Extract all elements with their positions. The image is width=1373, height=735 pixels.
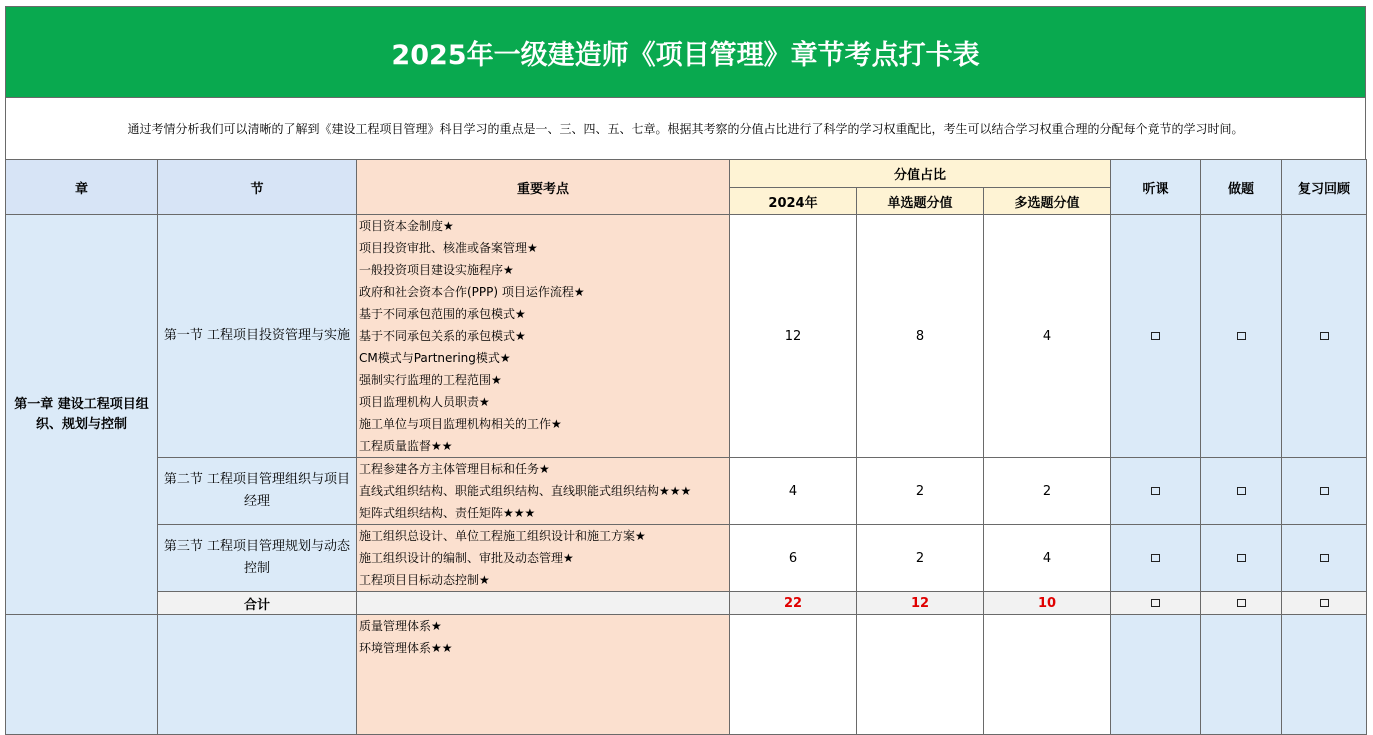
key-point: 基于不同承包范围的承包模式★ [359, 307, 526, 321]
header-single-choice: 单选题分值 [857, 188, 984, 215]
header-listen: 听课 [1111, 160, 1201, 215]
checkbox-icon[interactable] [1320, 332, 1329, 340]
key-points-cell [357, 525, 730, 592]
review-cell[interactable] [1282, 458, 1367, 525]
score-single: 2 [857, 525, 984, 592]
checkbox-icon[interactable] [1237, 554, 1246, 562]
checkbox-icon[interactable] [1320, 554, 1329, 562]
listen-cell[interactable] [1111, 592, 1201, 615]
header-practice: 做题 [1201, 160, 1282, 215]
section-cell: 第三节 工程项目管理规划与动态控制 [158, 525, 357, 592]
section-cell: 第一节 工程项目投资管理与实施 [158, 215, 357, 458]
key-point: 施工组织总设计、单位工程施工组织设计和施工方案★ [359, 529, 646, 543]
checkbox-icon[interactable] [1151, 487, 1160, 495]
total-label: 合计 [158, 592, 357, 615]
practice-cell[interactable] [1201, 592, 1282, 615]
key-points-cell [357, 458, 730, 525]
key-point: 项目投资审批、核准或备案管理★ [359, 241, 538, 255]
key-point: 环境管理体系★★ [359, 641, 453, 655]
section-cell [158, 615, 357, 735]
total-multi: 10 [984, 592, 1111, 615]
checkbox-icon[interactable] [1237, 599, 1246, 607]
header-chapter: 章 [6, 160, 158, 215]
checkbox-icon[interactable] [1151, 332, 1160, 340]
listen-cell[interactable] [1111, 215, 1201, 458]
checkbox-icon[interactable] [1151, 554, 1160, 562]
checkbox-icon[interactable] [1237, 332, 1246, 340]
practice-cell[interactable] [1201, 615, 1282, 735]
key-point: 项目监理机构人员职责★ [359, 395, 490, 409]
score-single: 2 [857, 458, 984, 525]
score-single: 8 [857, 215, 984, 458]
score-2024: 4 [730, 458, 857, 525]
score-2024: 6 [730, 525, 857, 592]
checkbox-icon[interactable] [1237, 487, 1246, 495]
total-2024: 22 [730, 592, 857, 615]
total-single: 12 [857, 592, 984, 615]
chapter-cell [6, 615, 158, 735]
score-multi: 4 [984, 215, 1111, 458]
key-point: 一般投资项目建设实施程序★ [359, 263, 514, 277]
section-cell: 第二节 工程项目管理组织与项目经理 [158, 458, 357, 525]
key-point: 工程质量监督★★ [359, 439, 453, 453]
key-point: 直线式组织结构、职能式组织结构、直线职能式组织结构★★★ [359, 484, 692, 498]
header-section: 节 [158, 160, 357, 215]
listen-cell[interactable] [1111, 525, 1201, 592]
review-cell[interactable] [1282, 592, 1367, 615]
score-multi: 2 [984, 458, 1111, 525]
review-cell[interactable] [1282, 215, 1367, 458]
key-point: 政府和社会资本合作(PPP) 项目运作流程★ [359, 285, 585, 299]
score-2024: 12 [730, 215, 857, 458]
header-score-ratio: 分值占比 [730, 160, 1111, 188]
total-blank [357, 592, 730, 615]
intro-text: 通过考情分析我们可以清晰的了解到《建设工程项目管理》科目学习的重点是一、三、四、五、七章。根据其考察的分值占比进行了科学的学习权重配比，考生可以结合学习权重合理的分配每个竟节的学习时间。 [5, 98, 1366, 159]
checkbox-icon[interactable] [1151, 599, 1160, 607]
checkbox-icon[interactable] [1320, 487, 1329, 495]
key-point: 工程项目目标动态控制★ [359, 573, 490, 587]
key-points-cell [357, 215, 730, 458]
key-point: 矩阵式组织结构、责任矩阵★★★ [359, 506, 536, 520]
key-point: 强制实行监理的工程范围★ [359, 373, 502, 387]
key-point: 工程参建各方主体管理目标和任务★ [359, 462, 550, 476]
score-multi: 4 [984, 525, 1111, 592]
listen-cell[interactable] [1111, 458, 1201, 525]
checkbox-icon[interactable] [1320, 599, 1329, 607]
header-multi-choice: 多选题分值 [984, 188, 1111, 215]
sheet-title: 2025年一级建造师《项目管理》章节考点打卡表 [5, 6, 1366, 98]
score-2024 [730, 615, 857, 735]
header-year-2024: 2024年 [730, 188, 857, 215]
header-review: 复习回顾 [1282, 160, 1367, 215]
key-point: CM模式与Partnering模式★ [359, 351, 511, 365]
chapter-cell: 第一章 建设工程项目组织、规划与控制 [6, 215, 158, 615]
key-point: 施工单位与项目监理机构相关的工作★ [359, 417, 562, 431]
key-point: 项目资本金制度★ [359, 219, 454, 233]
key-point: 质量管理体系★ [359, 619, 442, 633]
key-point: 施工组织设计的编制、审批及动态管理★ [359, 551, 574, 565]
score-single [857, 615, 984, 735]
practice-cell[interactable] [1201, 525, 1282, 592]
practice-cell[interactable] [1201, 215, 1282, 458]
review-cell[interactable] [1282, 525, 1367, 592]
key-point: 基于不同承包关系的承包模式★ [359, 329, 526, 343]
checklist-table [5, 159, 1367, 735]
key-points-cell [357, 615, 730, 735]
score-multi [984, 615, 1111, 735]
review-cell[interactable] [1282, 615, 1367, 735]
header-key-points: 重要考点 [357, 160, 730, 215]
practice-cell[interactable] [1201, 458, 1282, 525]
listen-cell[interactable] [1111, 615, 1201, 735]
